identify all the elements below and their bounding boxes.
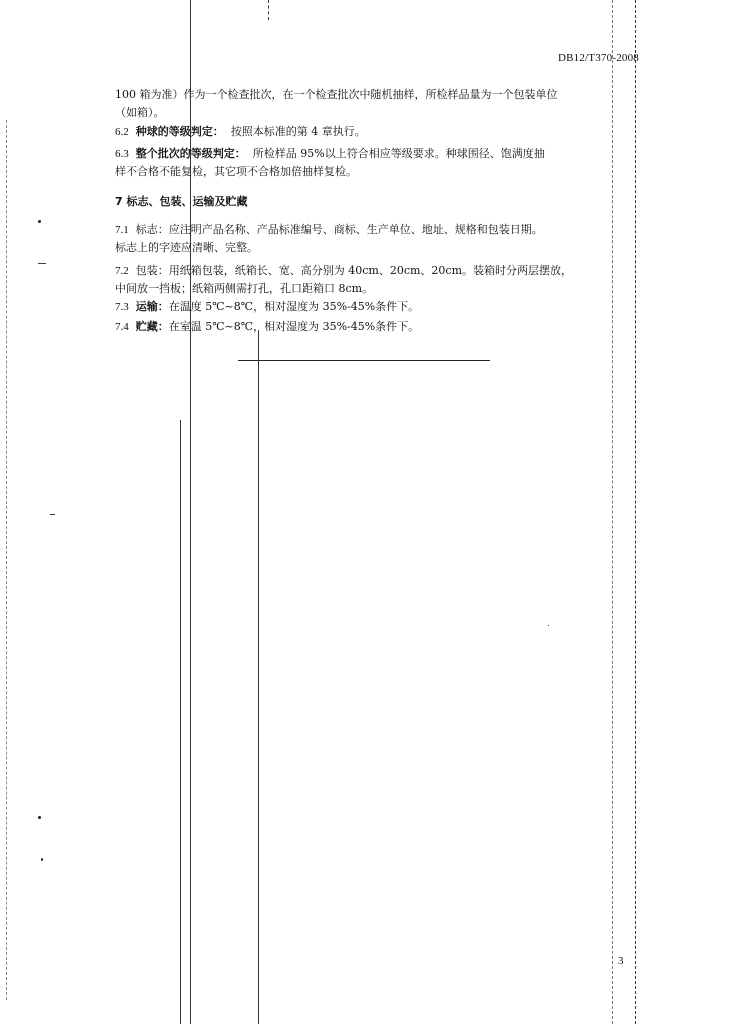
clause-number: 6.2 [115, 126, 129, 138]
clause-number: 7.1 [115, 224, 129, 236]
continuation-line-1: 100 箱为准）作为一个检查批次，在一个检查批次中随机抽样，所检样品量为一个包装单位 [115, 88, 558, 101]
clause-6-3-line-1 [115, 145, 635, 163]
scan-speck [50, 514, 55, 515]
scan-line [612, 0, 613, 1024]
clause-6-2 [115, 123, 635, 141]
scan-speck [38, 816, 41, 819]
clause-7-1-line-2: 标志上的字迹应清晰、完整。 [115, 241, 258, 254]
clause-7-2-line-1 [115, 262, 635, 280]
clause-text: 所检样品 95%以上符合相应等级要求。种球围径、饱满度抽 [252, 147, 545, 160]
scan-line [635, 0, 636, 1024]
continuation-line-2: （如箱）。 [115, 106, 165, 119]
scan-line [190, 0, 191, 1024]
clause-text: 在温度 5℃~8℃，相对湿度为 35%-45%条件下。 [168, 300, 420, 313]
clause-7-1-line-1 [115, 221, 635, 239]
clause-7-4 [115, 318, 635, 336]
clause-7-3 [115, 298, 635, 316]
clause-number: 7.4 [115, 321, 129, 333]
end-of-standard-rule [238, 360, 490, 361]
scan-line [258, 330, 259, 1024]
clause-text: 在室温 5℃~8℃，相对湿度为 35%-45%条件下。 [168, 320, 420, 333]
clause-title: 包装： [135, 264, 169, 277]
clause-title: 种球的等级判定： [135, 125, 224, 138]
standard-code: DB12/T370-2008 [557, 52, 639, 64]
scan-line [180, 420, 181, 1024]
clause-title: 整个批次的等级判定： [135, 147, 246, 160]
clause-number: 6.3 [115, 148, 129, 160]
scan-speck [38, 263, 46, 264]
clause-7-2-line-2: 中间放一挡板；纸箱两侧需打孔，孔口距箱口 8cm。 [115, 282, 374, 295]
clause-title: 贮藏： [135, 320, 169, 333]
section-7-heading: 7 标志、包装、运输及贮藏 [115, 195, 248, 208]
scan-speck [41, 858, 43, 861]
clause-text: 用纸箱包装，纸箱长、宽、高分别为 40cm、20cm、20cm。装箱时分两层摆放， [168, 264, 573, 277]
clause-6-3-line-2: 样不合格不能复检，其它项不合格加倍抽样复检。 [115, 165, 357, 178]
clause-text: 应注明产品名称、产品标准编号、商标、生产单位、地址、规格和包装日期。 [168, 223, 543, 236]
scan-speck [548, 625, 549, 626]
clause-number: 7.2 [115, 265, 129, 277]
page-number: 3 [618, 955, 624, 967]
scan-line [268, 0, 269, 20]
clause-text: 按照本标准的第 4 章执行。 [230, 125, 366, 138]
scan-line [6, 120, 7, 1000]
clause-title: 标志： [135, 223, 169, 236]
scan-speck [38, 220, 41, 223]
clause-title: 运输： [135, 300, 169, 313]
clause-number: 7.3 [115, 301, 129, 313]
